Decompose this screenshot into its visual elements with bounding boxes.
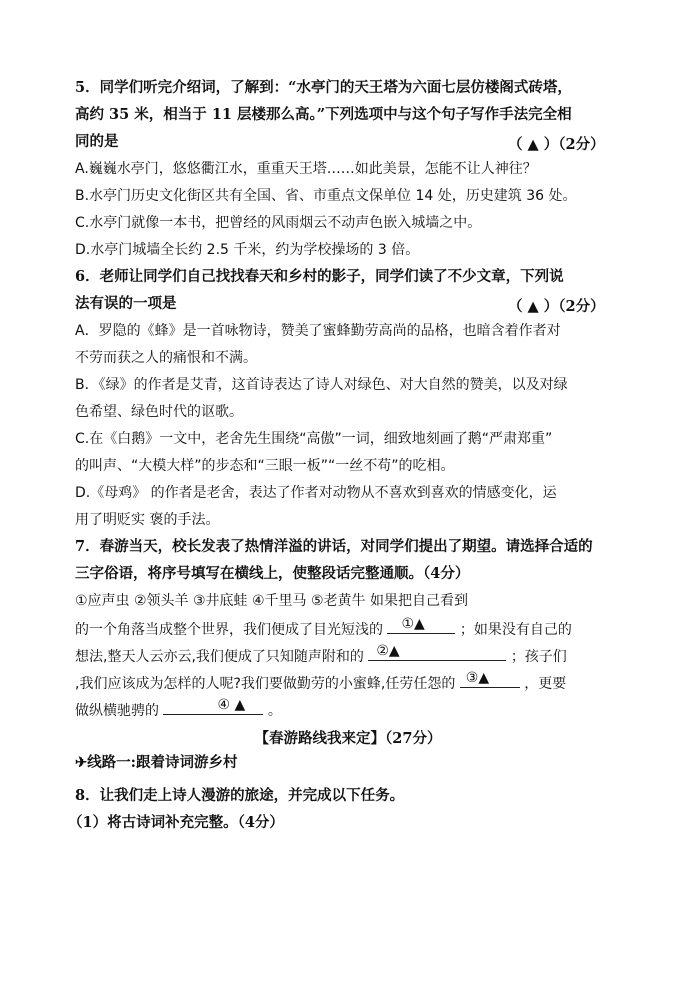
q7-blank-4-mark: ④ ▲ bbox=[217, 697, 246, 713]
q6-option-d-line1: D.《母鸡》 的作者是老舍，表达了作者对动物从不喜欢到喜欢的情感变化，运 bbox=[75, 485, 557, 501]
q6-stem-line2: 法有误的一项是 bbox=[75, 295, 177, 312]
q7-choices-line: ①应声虫 ②领头羊 ③井底蛙 ④千里马 ⑤老黄牛 如果把自己看到 bbox=[75, 593, 469, 609]
q7-passage-text: 做纵横驰骋的 bbox=[75, 703, 159, 719]
q7-passage-line3 bbox=[75, 670, 567, 693]
q7-blank-3[interactable] bbox=[460, 670, 520, 688]
q7-passage-text: ；孩子们 bbox=[510, 649, 567, 665]
q8-subtask-1: （1）将古诗词补充完整。（4分） bbox=[68, 814, 284, 831]
q7-blank-4[interactable] bbox=[163, 697, 263, 715]
q7-passage-text: 想法,整天人云亦云,我们便成了只知随声附和的 bbox=[75, 649, 364, 665]
section-title: 【春游路线我来定】（27分） bbox=[254, 730, 442, 747]
q6-option-a-line1: A．罗隐的《蜂》是一首咏物诗，赞美了蜜蜂勤劳高尚的品格，也暗含着作者对 bbox=[75, 323, 561, 339]
q8-stem: 8．让我们走上诗人漫游的旅途，并完成以下任务。 bbox=[75, 787, 405, 804]
q6-option-b-line1: B．《绿》的作者是艾青，这首诗表达了诗人对绿色、对大自然的赞美，以及对绿 bbox=[75, 377, 568, 393]
q5-answer-mark: （ ▲ ）（2分） bbox=[508, 136, 605, 153]
q7-passage-line2 bbox=[75, 643, 567, 666]
q7-blank-2[interactable] bbox=[368, 643, 506, 661]
q7-passage-text: 的一个角落当成整个世界，我们便成了目光短浅的 bbox=[75, 622, 383, 638]
q7-passage-text: 。 bbox=[267, 703, 282, 719]
q5-option-b: B.水亭门历史文化街区共有全国、省、市重点文保单位 14 处，历史建筑 36 处。 bbox=[75, 188, 577, 204]
q6-stem-line1: 6．老师让同学们自己找找春天和乡村的影子，同学们读了不少文章，下列说 bbox=[75, 268, 564, 285]
q7-blank-1[interactable] bbox=[387, 616, 455, 634]
q7-blank-2-mark: ②▲ bbox=[376, 643, 400, 659]
q7-passage-text: ,我们应该成为怎样的人呢?我们要做勤劳的小蜜蜂,任劳任怨的 bbox=[75, 676, 456, 692]
q6-option-d-line2: 用了明贬实 褒的手法。 bbox=[75, 512, 220, 528]
q6-answer-mark: （ ▲ ）（2分） bbox=[508, 298, 605, 315]
q6-option-a-line2: 不劳而获之人的痛恨和不满。 bbox=[75, 350, 257, 366]
q5-option-d: D.水亭门城墙全长约 2.5 千米，约为学校操场的 3 倍。 bbox=[75, 242, 420, 258]
q5-option-c: C.水亭门就像一本书，把曾经的风雨烟云不动声色嵌入城墙之中。 bbox=[75, 215, 482, 231]
q5-stem-line3: 同的是 bbox=[75, 133, 119, 150]
q7-passage-text: ；如果没有自己的 bbox=[459, 622, 572, 638]
q7-blank-3-mark: ③▲ bbox=[465, 670, 490, 686]
q5-stem-line2: 高约 35 米，相当于 11 层楼那么高。”下列选项中与这个句子写作手法完全相 bbox=[75, 106, 572, 123]
q7-passage-line4 bbox=[75, 697, 282, 720]
q7-passage-line1 bbox=[75, 616, 572, 639]
q7-stem-line2: 三字俗语，将序号填写在横线上，使整段话完整通顺。（4分） bbox=[75, 565, 470, 582]
q7-stem-line1: 7．春游当天，校长发表了热情洋溢的讲话，对同学们提出了期望。请选择合适的 bbox=[75, 538, 593, 555]
q6-option-c-line1: C.在《白鹅》一文中，老舍先生围绕“高傲”一词，细致地刻画了鹅“严肃郑重” bbox=[75, 431, 553, 447]
q6-option-c-line2: 的叫声、“大模大样”的步态和“三眼一板”“一丝不苟”的吃相。 bbox=[75, 458, 455, 474]
q5-stem-line1: 5．同学们听完介绍词，了解到：“水亭门的天王塔为六面七层仿楼阁式砖塔， bbox=[75, 79, 572, 96]
route-heading: ✈线路一:跟着诗词游乡村 bbox=[75, 754, 238, 771]
q5-option-a: A.巍巍水亭门，悠悠衢江水，重重天王塔……如此美景，怎能不让人神往？ bbox=[75, 161, 537, 177]
q7-blank-1-mark: ①▲ bbox=[401, 616, 425, 632]
q7-passage-text: ，更要 bbox=[524, 676, 567, 692]
q6-option-b-line2: 色希望、绿色时代的讴歌。 bbox=[75, 404, 243, 420]
